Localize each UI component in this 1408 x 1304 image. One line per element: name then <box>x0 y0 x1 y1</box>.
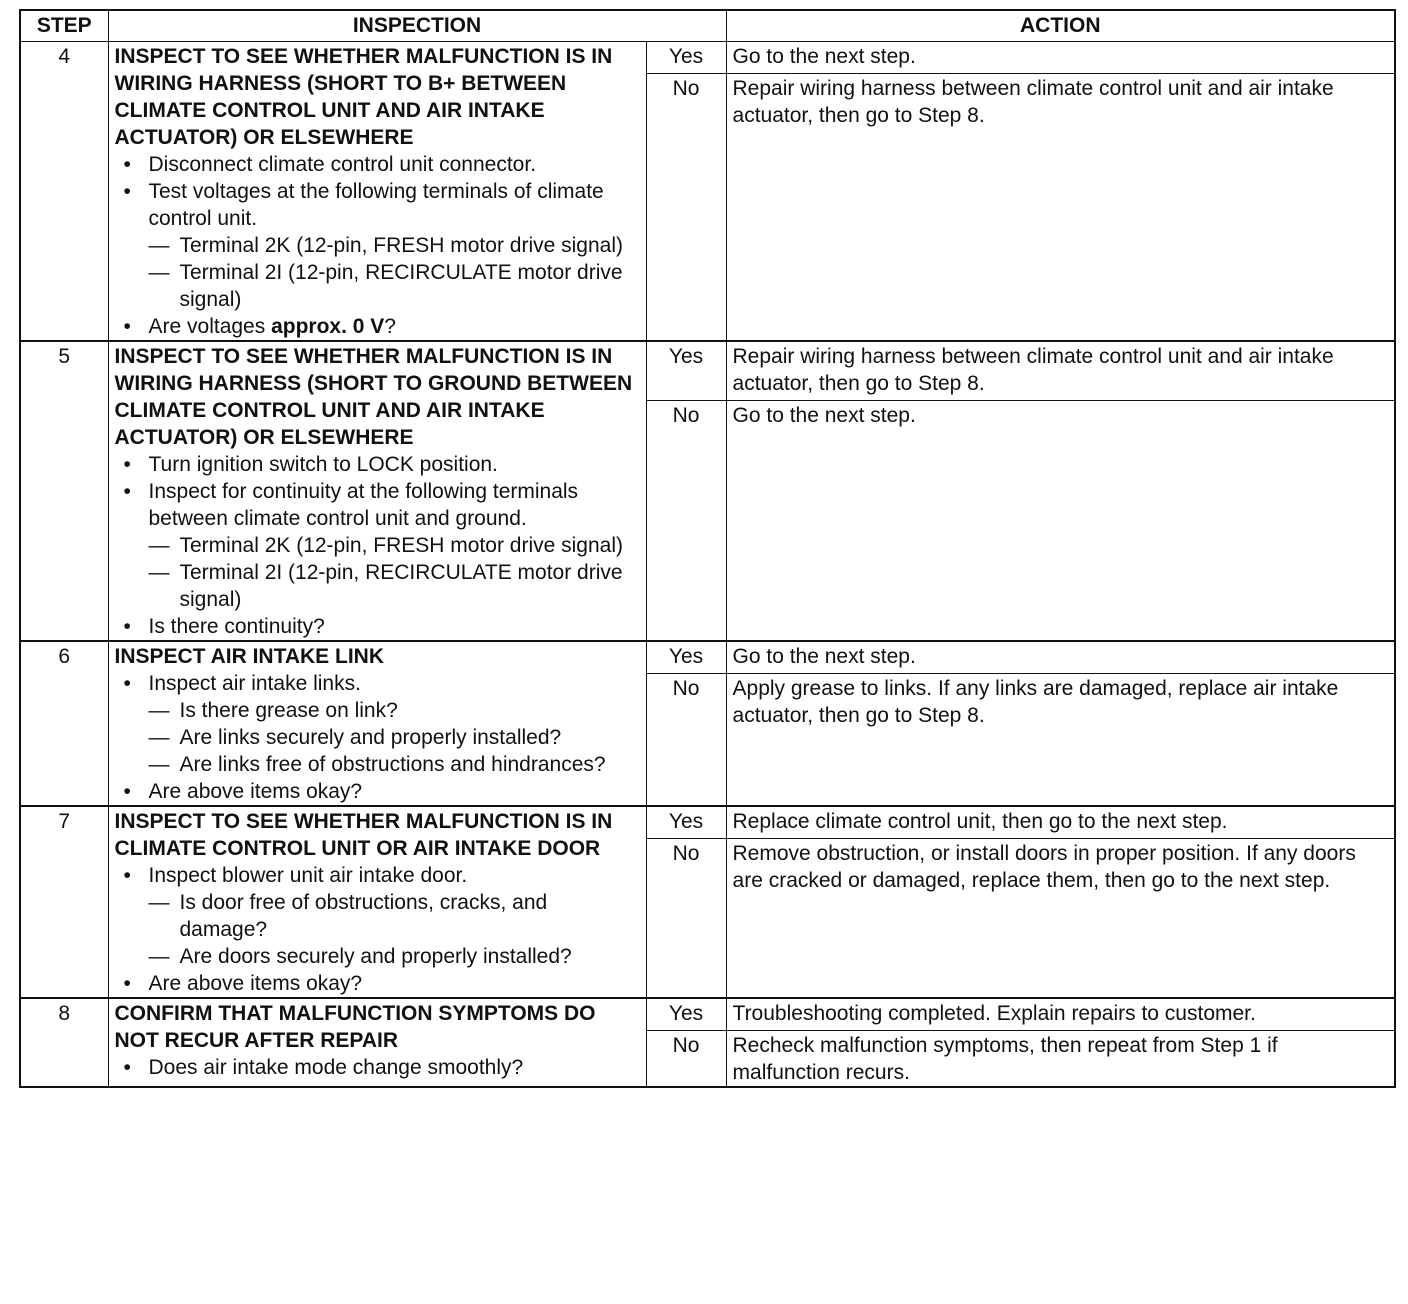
yes-label: Yes <box>646 341 726 401</box>
no-label: No <box>646 839 726 999</box>
check-item <box>115 670 640 778</box>
inspection-cell <box>108 42 646 342</box>
check-item <box>115 178 640 313</box>
yes-label: Yes <box>646 998 726 1031</box>
sub-check-item: — Is there grease on link? <box>149 697 640 724</box>
sub-check-item: — Terminal 2I (12-pin, RECIRCULATE motor drive signal) <box>149 259 640 313</box>
table-row <box>20 998 1395 1031</box>
no-action: Recheck malfunction symptoms, then repeat from Step 1 if malfunction recurs. <box>726 1031 1395 1088</box>
check-item: • Are above items okay? <box>115 778 640 805</box>
check-item: • Disconnect climate control unit connector. <box>115 151 640 178</box>
check-list <box>115 151 640 340</box>
sub-check-item: — Terminal 2I (12-pin, RECIRCULATE motor drive signal) <box>149 559 640 613</box>
check-item: • Does air intake mode change smoothly? <box>115 1054 640 1081</box>
check-list <box>115 451 640 640</box>
check-item-text: Inspect blower unit air intake door. <box>148 864 468 887</box>
check-list <box>115 670 640 805</box>
yes-action: Repair wiring harness between climate control unit and air intake actuator, then go to Step 8. <box>726 341 1395 401</box>
no-label: No <box>646 674 726 807</box>
sub-check-list <box>149 532 640 613</box>
action-header: ACTION <box>726 10 1395 42</box>
step-number: 6 <box>20 641 108 806</box>
step-number: 4 <box>20 42 108 342</box>
check-item-text: Inspect for continuity at the following terminals between climate control unit and ground. <box>148 480 579 530</box>
sub-check-item: — Are doors securely and properly installed? <box>149 943 640 970</box>
step-number: 5 <box>20 341 108 641</box>
no-action: Repair wiring harness between climate control unit and air intake actuator, then go to Step 8. <box>726 74 1395 342</box>
sub-check-item: — Terminal 2K (12-pin, FRESH motor drive signal) <box>149 232 640 259</box>
check-item <box>115 478 640 613</box>
inspection-header: INSPECTION <box>108 10 726 42</box>
check-item: • Is there continuity? <box>115 613 640 640</box>
yes-action: Go to the next step. <box>726 42 1395 74</box>
yes-label: Yes <box>646 806 726 839</box>
yes-label: Yes <box>646 641 726 674</box>
no-action: Go to the next step. <box>726 401 1395 642</box>
inspection-heading: INSPECT AIR INTAKE LINK <box>114 645 385 668</box>
step-header: STEP <box>20 10 108 42</box>
sub-check-item: — Are links free of obstructions and hindrances? <box>149 751 640 778</box>
inspection-heading: INSPECT TO SEE WHETHER MALFUNCTION IS IN WIRING HARNESS (SHORT TO GROUND BETWEEN CLIMATE CONTROL UNIT AND AIR INTAKE ACTUATOR) OR ELSEWHERE <box>114 345 633 449</box>
check-item: • Are above items okay? <box>115 970 640 997</box>
check-item-text: Inspect air intake links. <box>148 672 361 695</box>
inspection-cell <box>108 998 646 1087</box>
check-item-text: Are voltages <box>148 315 272 338</box>
table-row <box>20 641 1395 674</box>
no-label: No <box>646 74 726 342</box>
table-row <box>20 42 1395 74</box>
inspection-cell <box>108 806 646 998</box>
no-label: No <box>646 1031 726 1088</box>
no-action: Apply grease to links. If any links are damaged, replace air intake actuator, then go to Step 8. <box>726 674 1395 807</box>
sub-check-item: — Terminal 2K (12-pin, FRESH motor drive signal) <box>149 532 640 559</box>
no-label: No <box>646 401 726 642</box>
check-list <box>115 862 640 997</box>
yes-label: Yes <box>646 42 726 74</box>
step-number: 8 <box>20 998 108 1087</box>
check-item: • Turn ignition switch to LOCK position. <box>115 451 640 478</box>
sub-check-list <box>149 697 640 778</box>
inspection-heading: INSPECT TO SEE WHETHER MALFUNCTION IS IN WIRING HARNESS (SHORT TO B+ BETWEEN CLIMATE CONTROL UNIT AND AIR INTAKE ACTUATOR) OR ELSEWHERE <box>114 45 613 149</box>
yes-action: Replace climate control unit, then go to the next step. <box>726 806 1395 839</box>
check-item <box>115 862 640 970</box>
check-item <box>115 313 640 340</box>
no-action: Remove obstruction, or install doors in proper position. If any doors are cracked or damaged, replace them, then go to the next step. <box>726 839 1395 999</box>
table-row <box>20 806 1395 839</box>
check-list <box>115 1054 640 1081</box>
inspection-cell <box>108 641 646 806</box>
check-item-text: ? <box>384 315 396 338</box>
yes-action: Troubleshooting completed. Explain repairs to customer. <box>726 998 1395 1031</box>
header-row <box>20 10 1395 42</box>
step-number: 7 <box>20 806 108 998</box>
sub-check-item: — Is door free of obstructions, cracks, and damage? <box>149 889 640 943</box>
inspection-cell <box>108 341 646 641</box>
check-item-text: Test voltages at the following terminals of climate control unit. <box>148 180 604 230</box>
inspection-heading: INSPECT TO SEE WHETHER MALFUNCTION IS IN CLIMATE CONTROL UNIT OR AIR INTAKE DOOR <box>114 810 613 860</box>
check-item-emphasis: approx. 0 V <box>271 315 385 338</box>
sub-check-list <box>149 232 640 313</box>
troubleshooting-table <box>19 9 1396 1088</box>
sub-check-item: — Are links securely and properly installed? <box>149 724 640 751</box>
yes-action: Go to the next step. <box>726 641 1395 674</box>
sub-check-list <box>149 889 640 970</box>
inspection-heading: CONFIRM THAT MALFUNCTION SYMPTOMS DO NOT RECUR AFTER REPAIR <box>114 1002 596 1052</box>
table-row <box>20 341 1395 401</box>
